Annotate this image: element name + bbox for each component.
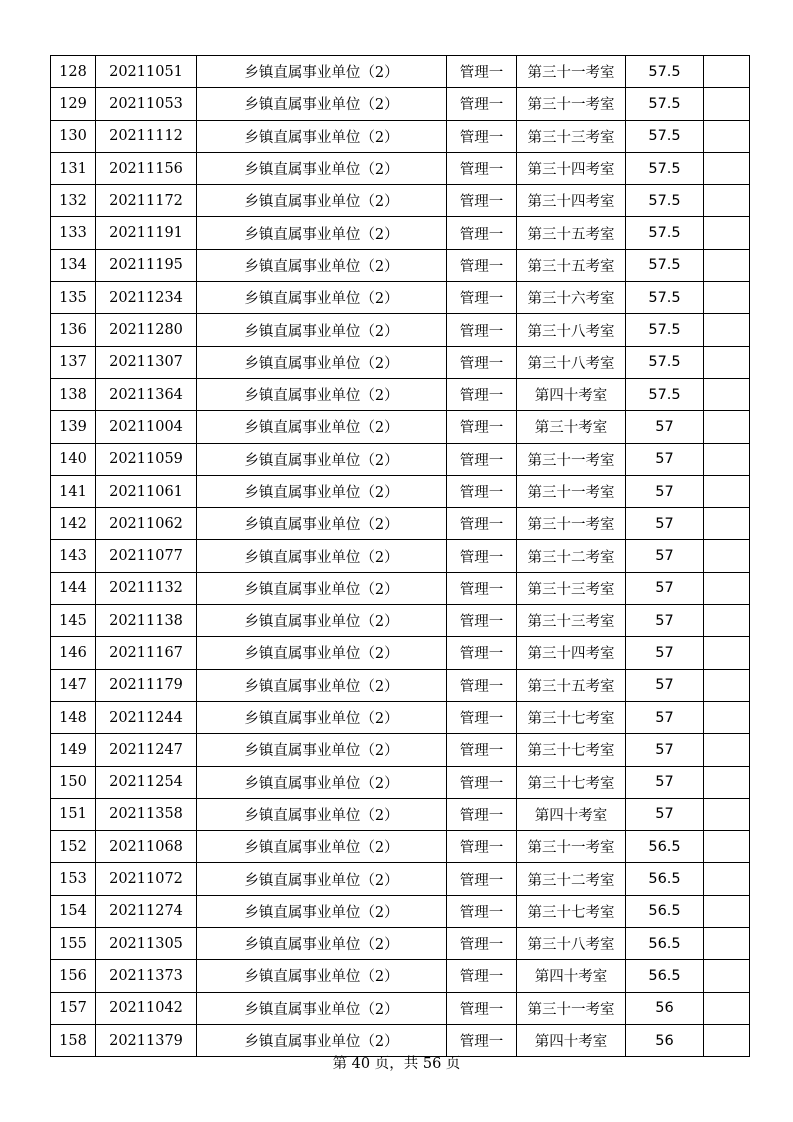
exam-room-cell: 第三十八考室 [517, 346, 626, 378]
table-row [51, 605, 750, 637]
row-number-cell: 140 [51, 443, 96, 475]
exam-room-cell: 第四十考室 [517, 960, 626, 992]
table-row [51, 960, 750, 992]
post-cell: 管理一 [447, 960, 517, 992]
row-number-cell: 143 [51, 540, 96, 572]
exam-id-cell: 20211179 [96, 669, 197, 701]
table-row [51, 217, 750, 249]
remark-cell [704, 637, 750, 669]
row-number-cell: 134 [51, 249, 96, 281]
exam-id-cell: 20211364 [96, 378, 197, 410]
post-cell: 管理一 [447, 346, 517, 378]
exam-room-cell: 第三十一考室 [517, 831, 626, 863]
unit-cell: 乡镇直属事业单位（2） [197, 282, 447, 314]
remark-cell [704, 928, 750, 960]
row-number-cell: 155 [51, 928, 96, 960]
score-cell: 57.5 [626, 185, 704, 217]
exam-id-cell: 20211061 [96, 475, 197, 507]
unit-cell: 乡镇直属事业单位（2） [197, 411, 447, 443]
exam-id-cell: 20211358 [96, 798, 197, 830]
row-number-cell: 151 [51, 798, 96, 830]
score-cell: 57.5 [626, 249, 704, 281]
row-number-cell: 154 [51, 895, 96, 927]
row-number-cell: 157 [51, 992, 96, 1024]
exam-id-cell: 20211247 [96, 734, 197, 766]
row-number-cell: 152 [51, 831, 96, 863]
remark-cell [704, 605, 750, 637]
exam-id-cell: 20211112 [96, 120, 197, 152]
unit-cell: 乡镇直属事业单位（2） [197, 249, 447, 281]
unit-cell: 乡镇直属事业单位（2） [197, 314, 447, 346]
score-cell: 57.5 [626, 88, 704, 120]
row-number-cell: 130 [51, 120, 96, 152]
post-cell: 管理一 [447, 895, 517, 927]
table-row [51, 508, 750, 540]
score-cell: 56.5 [626, 928, 704, 960]
exam-id-cell: 20211004 [96, 411, 197, 443]
score-cell: 57 [626, 508, 704, 540]
post-cell: 管理一 [447, 217, 517, 249]
remark-cell [704, 411, 750, 443]
post-cell: 管理一 [447, 378, 517, 410]
row-number-cell: 146 [51, 637, 96, 669]
score-cell: 57.5 [626, 217, 704, 249]
results-table [50, 55, 750, 1057]
score-cell: 57.5 [626, 120, 704, 152]
table-row [51, 282, 750, 314]
unit-cell: 乡镇直属事业单位（2） [197, 56, 447, 88]
exam-id-cell: 20211307 [96, 346, 197, 378]
score-cell: 57 [626, 540, 704, 572]
post-cell: 管理一 [447, 411, 517, 443]
score-cell: 57 [626, 605, 704, 637]
remark-cell [704, 443, 750, 475]
row-number-cell: 138 [51, 378, 96, 410]
remark-cell [704, 508, 750, 540]
row-number-cell: 149 [51, 734, 96, 766]
remark-cell [704, 120, 750, 152]
exam-room-cell: 第三十六考室 [517, 282, 626, 314]
exam-room-cell: 第三十一考室 [517, 475, 626, 507]
remark-cell [704, 88, 750, 120]
table-row [51, 346, 750, 378]
row-number-cell: 148 [51, 701, 96, 733]
exam-id-cell: 20211138 [96, 605, 197, 637]
unit-cell: 乡镇直属事业单位（2） [197, 120, 447, 152]
remark-cell [704, 56, 750, 88]
row-number-cell: 139 [51, 411, 96, 443]
exam-room-cell: 第三十五考室 [517, 217, 626, 249]
score-cell: 57 [626, 669, 704, 701]
row-number-cell: 144 [51, 572, 96, 604]
exam-id-cell: 20211068 [96, 831, 197, 863]
exam-room-cell: 第三十八考室 [517, 314, 626, 346]
table-row [51, 249, 750, 281]
post-cell: 管理一 [447, 669, 517, 701]
table-row [51, 701, 750, 733]
unit-cell: 乡镇直属事业单位（2） [197, 572, 447, 604]
page-footer: 第 40 页，共 56 页 [332, 1056, 461, 1072]
row-number-cell: 135 [51, 282, 96, 314]
table-row [51, 831, 750, 863]
exam-id-cell: 20211373 [96, 960, 197, 992]
post-cell: 管理一 [447, 540, 517, 572]
unit-cell: 乡镇直属事业单位（2） [197, 734, 447, 766]
unit-cell: 乡镇直属事业单位（2） [197, 863, 447, 895]
remark-cell [704, 185, 750, 217]
exam-room-cell: 第三十四考室 [517, 152, 626, 184]
table-row [51, 572, 750, 604]
table-row [51, 443, 750, 475]
remark-cell [704, 217, 750, 249]
remark-cell [704, 992, 750, 1024]
remark-cell [704, 863, 750, 895]
table-row [51, 185, 750, 217]
unit-cell: 乡镇直属事业单位（2） [197, 637, 447, 669]
exam-id-cell: 20211191 [96, 217, 197, 249]
score-cell: 57 [626, 798, 704, 830]
post-cell: 管理一 [447, 734, 517, 766]
remark-cell [704, 734, 750, 766]
table-row [51, 378, 750, 410]
exam-id-cell: 20211305 [96, 928, 197, 960]
exam-id-cell: 20211053 [96, 88, 197, 120]
score-cell: 57 [626, 734, 704, 766]
unit-cell: 乡镇直属事业单位（2） [197, 928, 447, 960]
remark-cell [704, 960, 750, 992]
remark-cell [704, 152, 750, 184]
exam-room-cell: 第三十一考室 [517, 56, 626, 88]
exam-id-cell: 20211274 [96, 895, 197, 927]
table-row [51, 928, 750, 960]
exam-id-cell: 20211132 [96, 572, 197, 604]
table-row [51, 669, 750, 701]
score-cell: 56.5 [626, 960, 704, 992]
exam-id-cell: 20211167 [96, 637, 197, 669]
row-number-cell: 156 [51, 960, 96, 992]
exam-id-cell: 20211062 [96, 508, 197, 540]
post-cell: 管理一 [447, 88, 517, 120]
row-number-cell: 147 [51, 669, 96, 701]
score-cell: 56 [626, 992, 704, 1024]
exam-room-cell: 第四十考室 [517, 798, 626, 830]
score-cell: 57 [626, 766, 704, 798]
table-row [51, 863, 750, 895]
post-cell: 管理一 [447, 185, 517, 217]
remark-cell [704, 475, 750, 507]
row-number-cell: 131 [51, 152, 96, 184]
score-cell: 56.5 [626, 895, 704, 927]
remark-cell [704, 669, 750, 701]
score-cell: 57 [626, 637, 704, 669]
score-cell: 56 [626, 1024, 704, 1056]
score-cell: 57 [626, 443, 704, 475]
post-cell: 管理一 [447, 249, 517, 281]
exam-room-cell: 第三十二考室 [517, 540, 626, 572]
results-sheet [50, 55, 749, 1057]
post-cell: 管理一 [447, 475, 517, 507]
score-cell: 57.5 [626, 314, 704, 346]
exam-id-cell: 20211379 [96, 1024, 197, 1056]
score-cell: 57 [626, 475, 704, 507]
exam-room-cell: 第三十五考室 [517, 249, 626, 281]
table-row [51, 56, 750, 88]
exam-room-cell: 第三十一考室 [517, 992, 626, 1024]
table-body [51, 56, 750, 1057]
score-cell: 57.5 [626, 282, 704, 314]
unit-cell: 乡镇直属事业单位（2） [197, 88, 447, 120]
score-cell: 57.5 [626, 346, 704, 378]
exam-id-cell: 20211172 [96, 185, 197, 217]
post-cell: 管理一 [447, 992, 517, 1024]
exam-room-cell: 第三十八考室 [517, 928, 626, 960]
post-cell: 管理一 [447, 766, 517, 798]
row-number-cell: 145 [51, 605, 96, 637]
exam-room-cell: 第三十二考室 [517, 863, 626, 895]
row-number-cell: 132 [51, 185, 96, 217]
row-number-cell: 150 [51, 766, 96, 798]
exam-room-cell: 第三十三考室 [517, 120, 626, 152]
post-cell: 管理一 [447, 120, 517, 152]
row-number-cell: 129 [51, 88, 96, 120]
exam-id-cell: 20211051 [96, 56, 197, 88]
remark-cell [704, 314, 750, 346]
post-cell: 管理一 [447, 508, 517, 540]
exam-room-cell: 第三十一考室 [517, 443, 626, 475]
unit-cell: 乡镇直属事业单位（2） [197, 960, 447, 992]
table-row [51, 411, 750, 443]
exam-id-cell: 20211254 [96, 766, 197, 798]
exam-room-cell: 第三十四考室 [517, 185, 626, 217]
post-cell: 管理一 [447, 605, 517, 637]
exam-room-cell: 第四十考室 [517, 1024, 626, 1056]
table-row [51, 475, 750, 507]
table-row [51, 152, 750, 184]
exam-room-cell: 第四十考室 [517, 378, 626, 410]
table-row [51, 766, 750, 798]
post-cell: 管理一 [447, 314, 517, 346]
unit-cell: 乡镇直属事业单位（2） [197, 992, 447, 1024]
exam-id-cell: 20211156 [96, 152, 197, 184]
unit-cell: 乡镇直属事业单位（2） [197, 766, 447, 798]
unit-cell: 乡镇直属事业单位（2） [197, 475, 447, 507]
post-cell: 管理一 [447, 443, 517, 475]
row-number-cell: 141 [51, 475, 96, 507]
exam-room-cell: 第三十三考室 [517, 572, 626, 604]
exam-room-cell: 第三十七考室 [517, 701, 626, 733]
score-cell: 57.5 [626, 152, 704, 184]
score-cell: 57 [626, 572, 704, 604]
post-cell: 管理一 [447, 928, 517, 960]
table-row [51, 992, 750, 1024]
post-cell: 管理一 [447, 831, 517, 863]
exam-id-cell: 20211042 [96, 992, 197, 1024]
row-number-cell: 136 [51, 314, 96, 346]
exam-room-cell: 第三十一考室 [517, 88, 626, 120]
exam-id-cell: 20211234 [96, 282, 197, 314]
table-row [51, 120, 750, 152]
remark-cell [704, 798, 750, 830]
exam-room-cell: 第三十三考室 [517, 605, 626, 637]
unit-cell: 乡镇直属事业单位（2） [197, 1024, 447, 1056]
exam-room-cell: 第三十七考室 [517, 895, 626, 927]
unit-cell: 乡镇直属事业单位（2） [197, 831, 447, 863]
score-cell: 57 [626, 701, 704, 733]
remark-cell [704, 540, 750, 572]
row-number-cell: 158 [51, 1024, 96, 1056]
remark-cell [704, 572, 750, 604]
remark-cell [704, 346, 750, 378]
row-number-cell: 153 [51, 863, 96, 895]
exam-id-cell: 20211244 [96, 701, 197, 733]
row-number-cell: 128 [51, 56, 96, 88]
unit-cell: 乡镇直属事业单位（2） [197, 508, 447, 540]
unit-cell: 乡镇直属事业单位（2） [197, 152, 447, 184]
row-number-cell: 142 [51, 508, 96, 540]
unit-cell: 乡镇直属事业单位（2） [197, 605, 447, 637]
unit-cell: 乡镇直属事业单位（2） [197, 798, 447, 830]
row-number-cell: 137 [51, 346, 96, 378]
remark-cell [704, 378, 750, 410]
score-cell: 57 [626, 411, 704, 443]
exam-id-cell: 20211059 [96, 443, 197, 475]
post-cell: 管理一 [447, 282, 517, 314]
remark-cell [704, 831, 750, 863]
post-cell: 管理一 [447, 572, 517, 604]
table-row [51, 88, 750, 120]
remark-cell [704, 282, 750, 314]
exam-room-cell: 第三十一考室 [517, 508, 626, 540]
post-cell: 管理一 [447, 56, 517, 88]
score-cell: 56.5 [626, 863, 704, 895]
score-cell: 56.5 [626, 831, 704, 863]
unit-cell: 乡镇直属事业单位（2） [197, 540, 447, 572]
post-cell: 管理一 [447, 863, 517, 895]
unit-cell: 乡镇直属事业单位（2） [197, 346, 447, 378]
remark-cell [704, 249, 750, 281]
unit-cell: 乡镇直属事业单位（2） [197, 895, 447, 927]
unit-cell: 乡镇直属事业单位（2） [197, 701, 447, 733]
post-cell: 管理一 [447, 152, 517, 184]
exam-room-cell: 第三十五考室 [517, 669, 626, 701]
table-row [51, 314, 750, 346]
exam-id-cell: 20211072 [96, 863, 197, 895]
exam-room-cell: 第三十考室 [517, 411, 626, 443]
remark-cell [704, 701, 750, 733]
exam-room-cell: 第三十七考室 [517, 766, 626, 798]
score-cell: 57.5 [626, 56, 704, 88]
exam-id-cell: 20211280 [96, 314, 197, 346]
table-row [51, 540, 750, 572]
unit-cell: 乡镇直属事业单位（2） [197, 217, 447, 249]
unit-cell: 乡镇直属事业单位（2） [197, 443, 447, 475]
table-row [51, 895, 750, 927]
table-row [51, 637, 750, 669]
post-cell: 管理一 [447, 637, 517, 669]
remark-cell [704, 766, 750, 798]
exam-room-cell: 第三十四考室 [517, 637, 626, 669]
row-number-cell: 133 [51, 217, 96, 249]
table-row [51, 798, 750, 830]
post-cell: 管理一 [447, 701, 517, 733]
score-cell: 57.5 [626, 378, 704, 410]
unit-cell: 乡镇直属事业单位（2） [197, 185, 447, 217]
exam-id-cell: 20211077 [96, 540, 197, 572]
unit-cell: 乡镇直属事业单位（2） [197, 378, 447, 410]
unit-cell: 乡镇直属事业单位（2） [197, 669, 447, 701]
remark-cell [704, 895, 750, 927]
exam-id-cell: 20211195 [96, 249, 197, 281]
post-cell: 管理一 [447, 798, 517, 830]
table-row [51, 734, 750, 766]
post-cell: 管理一 [447, 1024, 517, 1056]
exam-room-cell: 第三十七考室 [517, 734, 626, 766]
